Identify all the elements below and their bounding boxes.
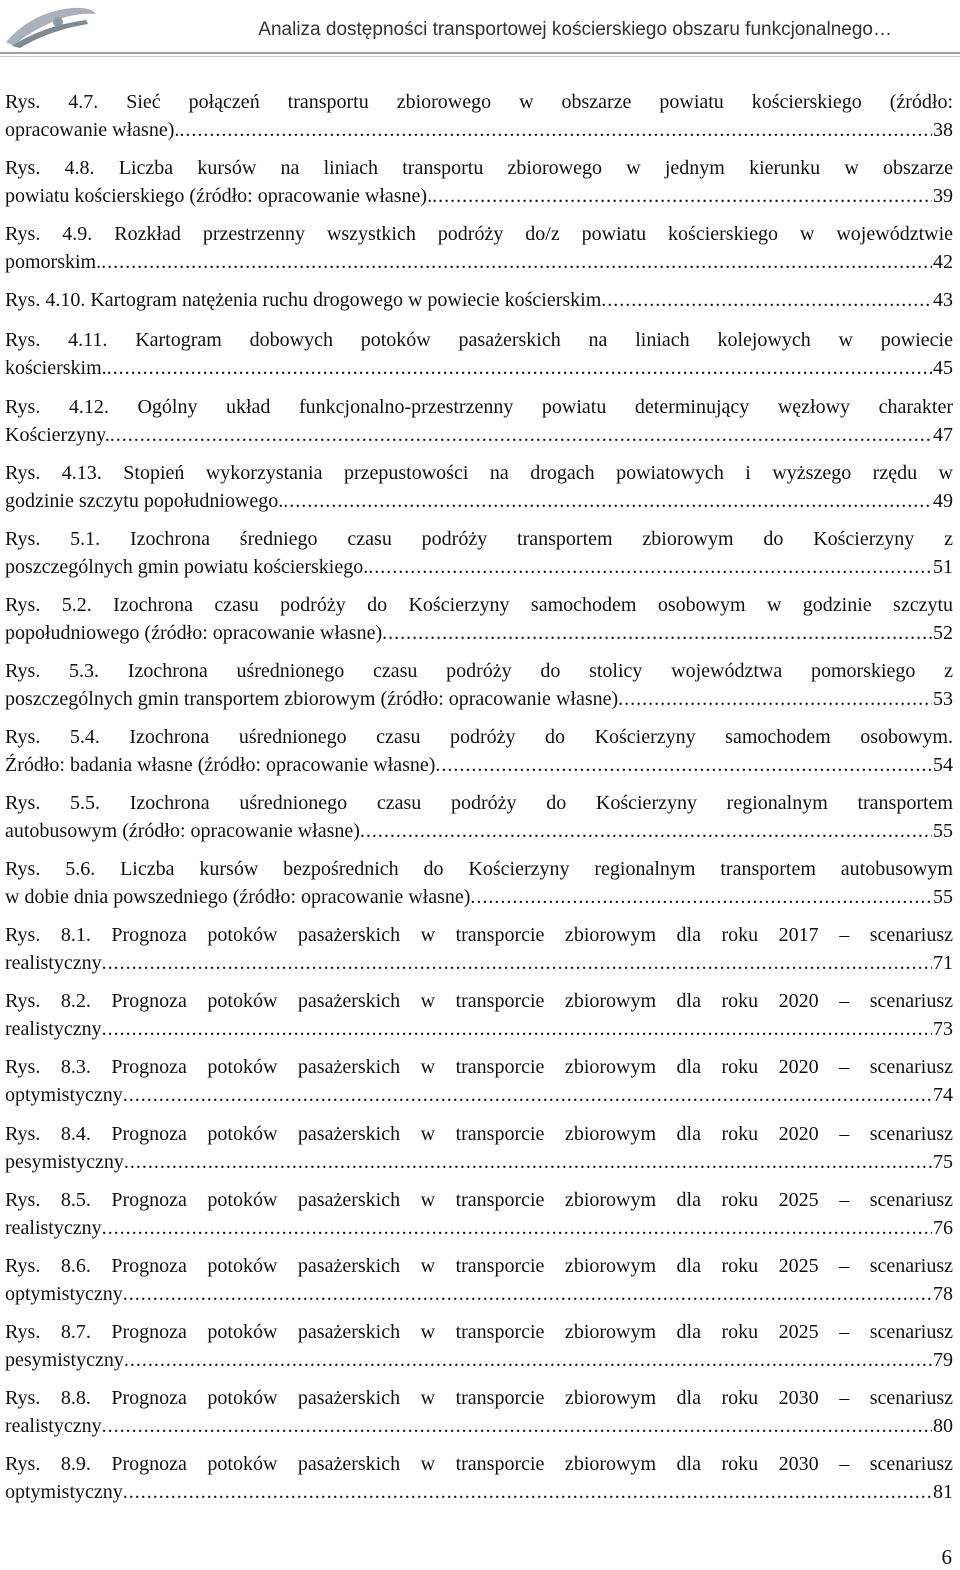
toc-entry-title-tail: optymistyczny bbox=[5, 1084, 123, 1106]
toc-entry-title-tail: Źródło: badania własne (źródło: opracowanie własne) bbox=[5, 754, 436, 776]
toc-entry-title-tail: realistyczny bbox=[5, 1018, 102, 1040]
toc-entry-leader-line bbox=[5, 949, 953, 977]
toc-entry-leader-line bbox=[5, 487, 953, 515]
toc-entry-leader-line bbox=[5, 1346, 953, 1374]
toc-page-number: 75 bbox=[933, 1151, 953, 1173]
dot-leader bbox=[360, 817, 932, 845]
toc-entry[interactable] bbox=[5, 657, 953, 713]
toc-entry-title-line: Rys. 5.3. Izochrona uśrednionego czasu podróży do stolicy województwa pomorskiego z bbox=[5, 660, 953, 682]
toc-entry-leader-line bbox=[5, 751, 953, 779]
toc-entry[interactable] bbox=[5, 1318, 953, 1374]
toc-entry-title-line: Rys. 4.12. Ogólny układ funkcjonalno-przestrzenny powiatu determinujący węzłowy charakter bbox=[5, 396, 953, 418]
toc-entry-title-line: Rys. 8.7. Prognoza potoków pasażerskich w transporcie zbiorowym dla roku 2025 – scenariusz bbox=[5, 1321, 953, 1343]
toc-entry-leader-line bbox=[5, 421, 953, 449]
toc-entry-title-tail: pesymistyczny bbox=[5, 1151, 124, 1173]
dot-leader bbox=[123, 1081, 932, 1109]
dot-leader bbox=[123, 1280, 932, 1308]
toc-entry-title-line: Rys. 5.4. Izochrona uśrednionego czasu podróży do Kościerzyny samochodem osobowym. bbox=[5, 726, 953, 748]
toc-entry-title-tail: opracowanie własne). bbox=[5, 119, 180, 141]
toc-entry-title-tail: realistyczny bbox=[5, 1415, 102, 1437]
toc-entry-leader-line bbox=[5, 182, 953, 210]
toc-entry-leader-line bbox=[5, 883, 953, 911]
toc-entry[interactable] bbox=[5, 855, 953, 911]
toc-page-number: 47 bbox=[933, 424, 953, 446]
dot-leader bbox=[368, 553, 932, 581]
toc-entry[interactable] bbox=[5, 1186, 953, 1242]
toc-entry-title-line: Rys. 5.5. Izochrona uśrednionego czasu podróży do Kościerzyny regionalnym transportem bbox=[5, 792, 953, 814]
toc-entry-title-tail: Rys. 4.10. Kartogram natężenia ruchu drogowego w powiecie kościerskim bbox=[5, 289, 602, 311]
toc-entry-title-line: Rys. 4.8. Liczba kursów na liniach transportu zbiorowego w jednym kierunku w obszarze bbox=[5, 157, 953, 179]
toc-entry-title-line: Rys. 4.13. Stopień wykorzystania przepustowości na drogach powiatowych i wyższego rzędu w bbox=[5, 462, 953, 484]
toc-entry-title-line: Rys. 8.3. Prognoza potoków pasażerskich w transporcie zbiorowym dla roku 2020 – scenariusz bbox=[5, 1056, 953, 1078]
toc-entry[interactable] bbox=[5, 921, 953, 977]
toc-page-number: 53 bbox=[933, 688, 953, 710]
dot-leader bbox=[124, 1346, 932, 1374]
dot-leader bbox=[101, 248, 932, 276]
toc-entry-leader-line bbox=[5, 685, 953, 713]
toc-entry-title-tail: optymistyczny bbox=[5, 1283, 123, 1305]
toc-page-number: 71 bbox=[933, 952, 953, 974]
toc-entry-title-tail: pomorskim. bbox=[5, 251, 102, 273]
toc-entry-title-line: Rys. 8.8. Prognoza potoków pasażerskich w transporcie zbiorowym dla roku 2030 – scenariusz bbox=[5, 1387, 953, 1409]
toc-entry-title-tail: realistyczny bbox=[5, 1217, 102, 1239]
toc-entry-leader-line bbox=[5, 1412, 953, 1440]
page-number: 6 bbox=[941, 1545, 952, 1569]
toc-entry-leader-line bbox=[5, 619, 953, 647]
toc-entry-leader-line bbox=[5, 1280, 953, 1308]
toc-page-number: 39 bbox=[933, 185, 953, 207]
toc-entry-title-tail: poszczególnych gmin transportem zbiorowym (źródło: opracowanie własne) bbox=[5, 688, 619, 710]
toc-entry[interactable] bbox=[5, 591, 953, 647]
toc-entry-leader-line bbox=[5, 354, 953, 382]
toc-entry-leader-line bbox=[5, 116, 953, 144]
toc-entry-title-tail: realistyczny bbox=[5, 952, 102, 974]
toc-page-number: 76 bbox=[933, 1217, 953, 1239]
dot-leader bbox=[124, 1148, 932, 1176]
toc-page-number: 78 bbox=[933, 1283, 953, 1305]
toc-entry[interactable] bbox=[5, 1120, 953, 1176]
toc-entry-title-tail: popołudniowego (źródło: opracowanie własne) bbox=[5, 622, 383, 644]
toc-entry[interactable] bbox=[5, 1053, 953, 1109]
toc-entry[interactable] bbox=[5, 459, 953, 515]
toc-entry-title-line: Rys. 8.1. Prognoza potoków pasażerskich w transporcie zbiorowym dla roku 2017 – scenariusz bbox=[5, 924, 953, 946]
dot-leader bbox=[470, 883, 932, 911]
toc-entry[interactable] bbox=[5, 789, 953, 845]
toc-page-number: 79 bbox=[933, 1349, 953, 1371]
dot-leader bbox=[107, 354, 932, 382]
toc-page-number: 81 bbox=[933, 1481, 953, 1503]
toc-page-number: 45 bbox=[933, 357, 953, 379]
toc-page-number: 51 bbox=[933, 556, 953, 578]
toc-entry[interactable] bbox=[5, 1384, 953, 1440]
toc-entry-leader-line bbox=[5, 1148, 953, 1176]
toc-page-number: 49 bbox=[933, 490, 953, 512]
toc-entry[interactable] bbox=[5, 1450, 953, 1506]
toc-entry-title-tail: kościerskim. bbox=[5, 357, 107, 379]
dot-leader bbox=[102, 1015, 932, 1043]
toc-entry-title-tail: godzinie szczytu popołudniowego. bbox=[5, 490, 284, 512]
dot-leader bbox=[102, 1214, 932, 1242]
toc-entry-title-line: Rys. 4.9. Rozkład przestrzenny wszystkich podróży do/z powiatu kościerskiego w województwie bbox=[5, 223, 953, 245]
page-header bbox=[0, 0, 960, 60]
dot-leader bbox=[601, 286, 932, 314]
toc-page-number: 42 bbox=[933, 251, 953, 273]
dot-leader bbox=[102, 949, 932, 977]
toc-entry[interactable] bbox=[5, 723, 953, 779]
logo-icon bbox=[2, 2, 98, 50]
toc-entry-title-line: Rys. 8.4. Prognoza potoków pasażerskich w transporcie zbiorowym dla roku 2020 – scenariusz bbox=[5, 1123, 953, 1145]
toc-page-number: 52 bbox=[933, 622, 953, 644]
toc-entry[interactable] bbox=[5, 88, 953, 144]
toc-entry[interactable] bbox=[5, 326, 953, 382]
toc-page-number: 73 bbox=[933, 1018, 953, 1040]
toc-entry-title-line: Rys. 8.6. Prognoza potoków pasażerskich w transporcie zbiorowym dla roku 2025 – scenariusz bbox=[5, 1255, 953, 1277]
header-rule-thin bbox=[0, 56, 960, 57]
header-rule bbox=[0, 52, 960, 54]
toc-entry-leader-line bbox=[5, 248, 953, 276]
dot-leader bbox=[382, 619, 932, 647]
toc-entry-title-tail: Kościerzyny. bbox=[5, 424, 110, 446]
toc-entry-leader-line bbox=[5, 553, 953, 581]
toc-page-number: 38 bbox=[933, 119, 953, 141]
dot-leader bbox=[110, 421, 932, 449]
toc-entry-title-tail: optymistyczny bbox=[5, 1481, 123, 1503]
dot-leader bbox=[283, 487, 932, 515]
dot-leader bbox=[123, 1478, 932, 1506]
toc-entry[interactable] bbox=[5, 987, 953, 1043]
toc-page-number: 74 bbox=[933, 1084, 953, 1106]
toc-entry-title-line: Rys. 4.7. Sieć połączeń transportu zbiorowego w obszarze powiatu kościerskiego (źródło: bbox=[5, 91, 953, 113]
toc-entry[interactable] bbox=[5, 154, 953, 210]
toc-entry-leader-line bbox=[5, 1015, 953, 1043]
toc-entry[interactable] bbox=[5, 220, 953, 276]
toc-entry[interactable] bbox=[5, 393, 953, 449]
toc-entry-title-line: Rys. 5.1. Izochrona średniego czasu podróży transportem zbiorowym do Kościerzyny z bbox=[5, 528, 953, 550]
dot-leader bbox=[435, 751, 932, 779]
dot-leader bbox=[179, 116, 932, 144]
toc-entry-title-tail: powiatu kościerskiego (źródło: opracowanie własne). bbox=[5, 185, 433, 207]
toc-page-number: 80 bbox=[933, 1415, 953, 1437]
toc-entry[interactable] bbox=[5, 525, 953, 581]
toc-entry-title-tail: pesymistyczny bbox=[5, 1349, 124, 1371]
toc-entry-leader-line bbox=[5, 1478, 953, 1506]
toc-entry-title-line: Rys. 8.2. Prognoza potoków pasażerskich w transporcie zbiorowym dla roku 2020 – scenariusz bbox=[5, 990, 953, 1012]
toc-page-number: 43 bbox=[933, 289, 953, 311]
dot-leader bbox=[102, 1412, 932, 1440]
toc-entry-title-line: Rys. 8.5. Prognoza potoków pasażerskich w transporcie zbiorowym dla roku 2025 – scenariusz bbox=[5, 1189, 953, 1211]
toc-entry-leader-line bbox=[5, 1214, 953, 1242]
toc-entry-title-line: Rys. 4.11. Kartogram dobowych potoków pasażerskich na liniach kolejowych w powiecie bbox=[5, 329, 953, 351]
header-title: Analiza dostępności transportowej kościerskiego obszaru funkcjonalnego… bbox=[258, 19, 892, 40]
toc-entry[interactable] bbox=[5, 286, 953, 314]
toc-entry[interactable] bbox=[5, 1252, 953, 1308]
toc-entry-title-line: Rys. 5.2. Izochrona czasu podróży do Kościerzyny samochodem osobowym w godzinie szczytu bbox=[5, 594, 953, 616]
toc-entry-title-tail: poszczególnych gmin powiatu kościerskiego. bbox=[5, 556, 369, 578]
toc-entry-title-line: Rys. 5.6. Liczba kursów bezpośrednich do Kościerzyny regionalnym transportem autobusowym bbox=[5, 858, 953, 880]
toc-entry-leader-line bbox=[5, 817, 953, 845]
toc-page-number: 55 bbox=[933, 820, 953, 842]
toc-page-number: 55 bbox=[933, 886, 953, 908]
toc-entry-leader-line bbox=[5, 286, 953, 314]
dot-leader bbox=[432, 182, 932, 210]
toc-entry-title-tail: w dobie dnia powszedniego (źródło: opracowanie własne) bbox=[5, 886, 471, 908]
toc-entry-title-line: Rys. 8.9. Prognoza potoków pasażerskich w transporcie zbiorowym dla roku 2030 – scenariusz bbox=[5, 1453, 953, 1475]
toc-entry-leader-line bbox=[5, 1081, 953, 1109]
toc-page-number: 54 bbox=[933, 754, 953, 776]
toc-entry-title-tail: autobusowym (źródło: opracowanie własne) bbox=[5, 820, 360, 842]
dot-leader bbox=[618, 685, 932, 713]
